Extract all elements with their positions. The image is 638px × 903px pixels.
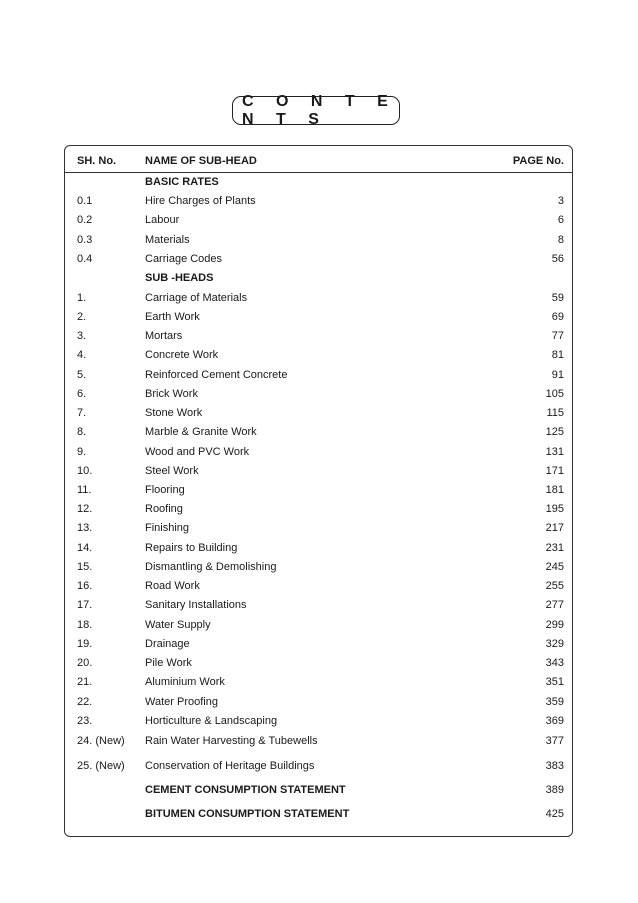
sub-head-name: Pile Work bbox=[145, 657, 192, 669]
contents-row bbox=[0, 347, 638, 363]
sub-head-name: Carriage Codes bbox=[145, 253, 223, 265]
page-number: 299 bbox=[545, 619, 564, 631]
page-number: 369 bbox=[545, 715, 564, 727]
page-number: 69 bbox=[551, 311, 564, 323]
sub-head-name: Conservation of Heritage Buildings bbox=[145, 760, 315, 772]
contents-row bbox=[0, 463, 638, 479]
contents-row bbox=[0, 367, 638, 383]
contents-row bbox=[0, 758, 638, 774]
page-number: 425 bbox=[545, 808, 564, 820]
contents-row bbox=[0, 424, 638, 440]
sh-number: 21. bbox=[77, 676, 93, 688]
sub-head-name: BITUMEN CONSUMPTION STATEMENT bbox=[145, 808, 350, 820]
sub-head-name: Finishing bbox=[145, 522, 190, 534]
page-number: 3 bbox=[557, 195, 564, 207]
section-row bbox=[0, 174, 638, 190]
sh-number: 0.1 bbox=[77, 195, 93, 207]
sh-number: 0.4 bbox=[77, 253, 93, 265]
sub-head-name: Stone Work bbox=[145, 407, 203, 419]
sub-head-name: Sanitary Installations bbox=[145, 599, 247, 611]
sh-number: 9. bbox=[77, 446, 87, 458]
sub-head-name: Wood and PVC Work bbox=[145, 446, 250, 458]
contents-row bbox=[0, 309, 638, 325]
contents-row bbox=[0, 597, 638, 613]
sh-number: 3. bbox=[77, 330, 87, 342]
sh-number: 11. bbox=[77, 484, 92, 496]
page-number: 383 bbox=[545, 760, 564, 772]
sub-head-name: Marble & Granite Work bbox=[145, 426, 257, 438]
page-number: 77 bbox=[551, 330, 564, 342]
sub-head-name: Mortars bbox=[145, 330, 183, 342]
sh-number: 6. bbox=[77, 388, 87, 400]
sh-number: 24. (New) bbox=[77, 735, 125, 747]
sub-head-name: Earth Work bbox=[145, 311, 200, 323]
contents-row bbox=[0, 251, 638, 267]
page-number: 277 bbox=[545, 599, 564, 611]
contents-row bbox=[0, 520, 638, 536]
page-number: 56 bbox=[551, 253, 564, 265]
sub-head-name: Carriage of Materials bbox=[145, 292, 248, 304]
sub-head-name: Dismantling & Demolishing bbox=[145, 561, 277, 573]
sub-head-name: SUB -HEADS bbox=[145, 272, 214, 284]
contents-row bbox=[0, 694, 638, 710]
contents-row bbox=[0, 636, 638, 652]
contents-row bbox=[0, 713, 638, 729]
sh-number: 20. bbox=[77, 657, 93, 669]
sh-number: 19. bbox=[77, 638, 93, 650]
sub-head-name: Road Work bbox=[145, 580, 200, 592]
page-number: 359 bbox=[545, 696, 564, 708]
sub-head-name: CEMENT CONSUMPTION STATEMENT bbox=[145, 784, 346, 796]
page-number: 389 bbox=[545, 784, 564, 796]
sub-head-name: Water Supply bbox=[145, 619, 211, 631]
sub-head-name: Water Proofing bbox=[145, 696, 218, 708]
sub-head-name: Reinforced Cement Concrete bbox=[145, 369, 288, 381]
sh-number: 2. bbox=[77, 311, 87, 323]
contents-row bbox=[0, 405, 638, 421]
page-number: 217 bbox=[545, 522, 564, 534]
sh-number: 1. bbox=[77, 292, 87, 304]
page-number: 329 bbox=[545, 638, 564, 650]
sub-head-name: Concrete Work bbox=[145, 349, 219, 361]
header-page-no: PAGE No. bbox=[512, 155, 564, 167]
sub-head-name: Materials bbox=[145, 234, 190, 246]
contents-row bbox=[0, 232, 638, 248]
page-number: 231 bbox=[545, 542, 564, 554]
header-divider bbox=[64, 172, 573, 173]
contents-row bbox=[0, 290, 638, 306]
contents-row bbox=[0, 386, 638, 402]
sh-number: 22. bbox=[77, 696, 93, 708]
page-number: 195 bbox=[545, 503, 564, 515]
sh-number: 8. bbox=[77, 426, 87, 438]
page-number: 255 bbox=[545, 580, 564, 592]
sub-head-name: Steel Work bbox=[145, 465, 199, 477]
sub-head-name: Aluminium Work bbox=[145, 676, 225, 688]
sh-number: 15. bbox=[77, 561, 93, 573]
sh-number: 23. bbox=[77, 715, 93, 727]
contents-row bbox=[0, 655, 638, 671]
page-number: 6 bbox=[557, 214, 564, 226]
page-number: 343 bbox=[545, 657, 564, 669]
sh-number: 7. bbox=[77, 407, 87, 419]
sub-head-name: BASIC RATES bbox=[145, 176, 219, 188]
sub-head-name: Hire Charges of Plants bbox=[145, 195, 256, 207]
page-number: 8 bbox=[557, 234, 564, 246]
sh-number: 16. bbox=[77, 580, 93, 592]
contents-row bbox=[0, 733, 638, 749]
sh-number: 10. bbox=[77, 465, 93, 477]
sh-number: 25. (New) bbox=[77, 760, 125, 772]
sub-head-name: Roofing bbox=[145, 503, 183, 515]
sh-number: 0.2 bbox=[77, 214, 93, 226]
contents-row bbox=[0, 559, 638, 575]
page-number: 131 bbox=[545, 446, 564, 458]
sh-number: 17. bbox=[77, 599, 93, 611]
page-number: 91 bbox=[551, 369, 564, 381]
contents-row bbox=[0, 674, 638, 690]
sh-number: 13. bbox=[77, 522, 93, 534]
contents-row bbox=[0, 482, 638, 498]
contents-row bbox=[0, 501, 638, 517]
sh-number: 14. bbox=[77, 542, 93, 554]
sub-head-name: Brick Work bbox=[145, 388, 198, 400]
sub-head-name: Labour bbox=[145, 214, 180, 226]
section-row bbox=[0, 270, 638, 286]
contents-row bbox=[0, 444, 638, 460]
sh-number: 5. bbox=[77, 369, 87, 381]
page-number: 59 bbox=[551, 292, 564, 304]
sub-head-name: Repairs to Building bbox=[145, 542, 238, 554]
page-number: 245 bbox=[545, 561, 564, 573]
page-number: 181 bbox=[545, 484, 564, 496]
sub-head-name: Horticulture & Landscaping bbox=[145, 715, 278, 727]
page-number: 115 bbox=[546, 407, 564, 419]
sub-head-name: Drainage bbox=[145, 638, 190, 650]
page-number: 81 bbox=[551, 349, 564, 361]
header-sh-no: SH. No. bbox=[77, 155, 117, 167]
contents-row bbox=[0, 212, 638, 228]
sh-number: 12. bbox=[77, 503, 93, 515]
contents-title: C O N T E N T S bbox=[232, 96, 400, 125]
page-number: 125 bbox=[545, 426, 564, 438]
page-number: 377 bbox=[545, 735, 564, 747]
sub-head-name: Rain Water Harvesting & Tubewells bbox=[145, 735, 318, 747]
sh-number: 0.3 bbox=[77, 234, 93, 246]
sub-head-name: Flooring bbox=[145, 484, 185, 496]
contents-row bbox=[0, 193, 638, 209]
section-row bbox=[0, 782, 638, 798]
sh-number: 4. bbox=[77, 349, 87, 361]
contents-row bbox=[0, 328, 638, 344]
page-number: 171 bbox=[545, 465, 564, 477]
sh-number: 18. bbox=[77, 619, 93, 631]
section-row bbox=[0, 806, 638, 822]
header-name-of-sub-head: NAME OF SUB-HEAD bbox=[145, 155, 257, 167]
page-number: 105 bbox=[545, 388, 564, 400]
contents-row bbox=[0, 578, 638, 594]
contents-row bbox=[0, 540, 638, 556]
page-number: 351 bbox=[545, 676, 564, 688]
contents-row bbox=[0, 617, 638, 633]
